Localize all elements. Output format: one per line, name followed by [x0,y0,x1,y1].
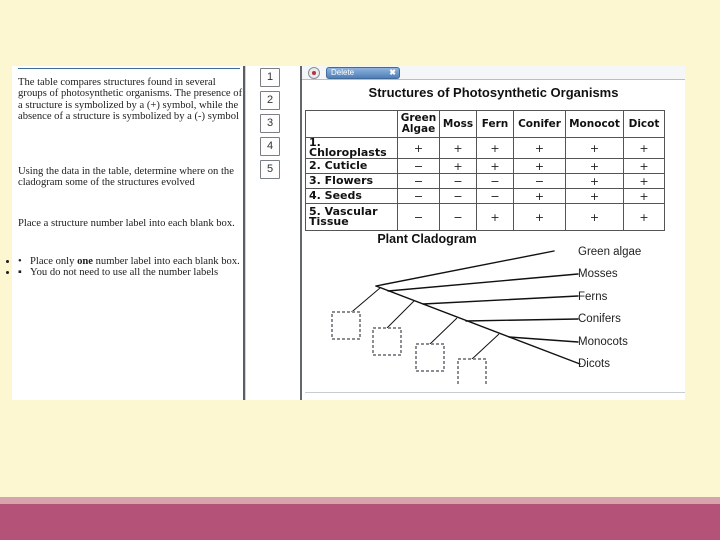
table-cell: + [624,138,665,159]
taxon-label: Conifers [578,313,621,325]
table-corner [306,111,398,138]
table-cell: − [398,204,440,231]
connector-box-4 [471,334,499,360]
drop-box-4[interactable] [458,359,486,384]
table-cell: + [477,138,514,159]
instructions-paragraph-2: Using the data in the table, determine where on the cladogram some of the structures evolved [18,166,234,189]
table-header: Monocot [566,111,624,138]
table-cell: + [477,159,514,174]
connector-box-2 [387,301,414,328]
instructions-paragraph-1: The table compares structures found in several groups of photosynthetic organisms. The presence of a structure is symbolized by a (+) symbol, while the absence of a structure is symbolized by a (-) symbol [18,77,243,122]
number-label-4[interactable]: 4 [260,137,280,156]
workspace-bottom-rule [305,392,685,393]
table-header: Fern [477,111,514,138]
table-row-label: 1. Chloroplasts [306,138,398,159]
workspace [300,66,685,400]
taxon-label: Mosses [578,268,618,280]
table-cell: + [624,204,665,231]
taxon-label: Dicots [578,358,610,370]
table-cell: + [566,159,624,174]
instructions-paragraph-3: Place a structure number label into each blank box. [18,218,235,229]
table-row [306,204,665,231]
app-screen [12,66,685,400]
instructions-panel [12,66,246,400]
table-cell: + [440,138,477,159]
number-label-5[interactable]: 5 [260,160,280,179]
table-cell: − [440,189,477,204]
table-cell: − [398,174,440,189]
footer-band-light [0,497,720,504]
connector-box-1 [347,288,380,316]
table-cell: + [566,174,624,189]
table-cell: + [514,189,566,204]
branch-ferns [423,296,578,304]
taxon-label: Monocots [578,336,628,348]
table-cell: − [477,189,514,204]
drop-box-2[interactable] [373,328,401,355]
table-cell: + [566,204,624,231]
footer-band-dark [0,504,720,540]
table-row [306,159,665,174]
plant-cladogram [302,234,685,384]
table-header: Moss [440,111,477,138]
branch-conifers [466,319,578,321]
table-header: Green Algae [398,111,440,138]
panel-top-rule [18,68,240,69]
table-cell: + [624,159,665,174]
table-cell: − [440,174,477,189]
cladogram-title: Plant Cladogram [377,232,477,246]
number-label-3[interactable]: 3 [260,114,280,133]
table-cell: + [514,159,566,174]
number-label-1[interactable]: 1 [260,68,280,87]
drop-box-1[interactable] [332,312,360,339]
table-cell: − [398,189,440,204]
table-cell: + [514,204,566,231]
table-cell: + [398,138,440,159]
table-row [306,138,665,159]
table-header: Conifer [514,111,566,138]
table-cell: + [514,138,566,159]
table-row-label: 4. Seeds [306,189,398,204]
structures-table [305,110,665,231]
bullet-item: • • Place only one number label into each blank box. [18,256,244,267]
table-cell: + [440,159,477,174]
drop-box-3[interactable] [416,344,444,371]
table-cell: − [398,159,440,174]
record-icon[interactable] [308,67,320,79]
table-cell: − [477,174,514,189]
toolbar [302,66,685,80]
table-header: Dicot [624,111,665,138]
instructions-bullet-list [18,256,244,279]
table-cell: − [514,174,566,189]
bullet-item: ▪ • You do not need to use all the number labels [18,267,244,278]
close-icon: ✖ [389,68,396,77]
table-row [306,189,665,204]
connector-box-3 [429,318,457,345]
table-row-label: 2. Cuticle [306,159,398,174]
number-label-2[interactable]: 2 [260,91,280,110]
table-cell: + [566,138,624,159]
taxon-label: Ferns [578,291,608,303]
table-row-label: 5. Vascular Tissue [306,204,398,231]
panel-divider [243,66,245,400]
branch-mosses [388,274,578,291]
table-title: Structures of Photosynthetic Organisms [368,85,619,100]
table-cell: − [440,204,477,231]
delete-label: Delete [331,68,355,77]
table-cell: + [624,189,665,204]
delete-button[interactable] [326,67,400,79]
table-cell: + [477,204,514,231]
taxon-label: Green algae [578,246,642,258]
branch-green-algae [376,251,554,286]
table-row [306,174,665,189]
table-row-label: 3. Flowers [306,174,398,189]
table-cell: + [624,174,665,189]
table-cell: + [566,189,624,204]
